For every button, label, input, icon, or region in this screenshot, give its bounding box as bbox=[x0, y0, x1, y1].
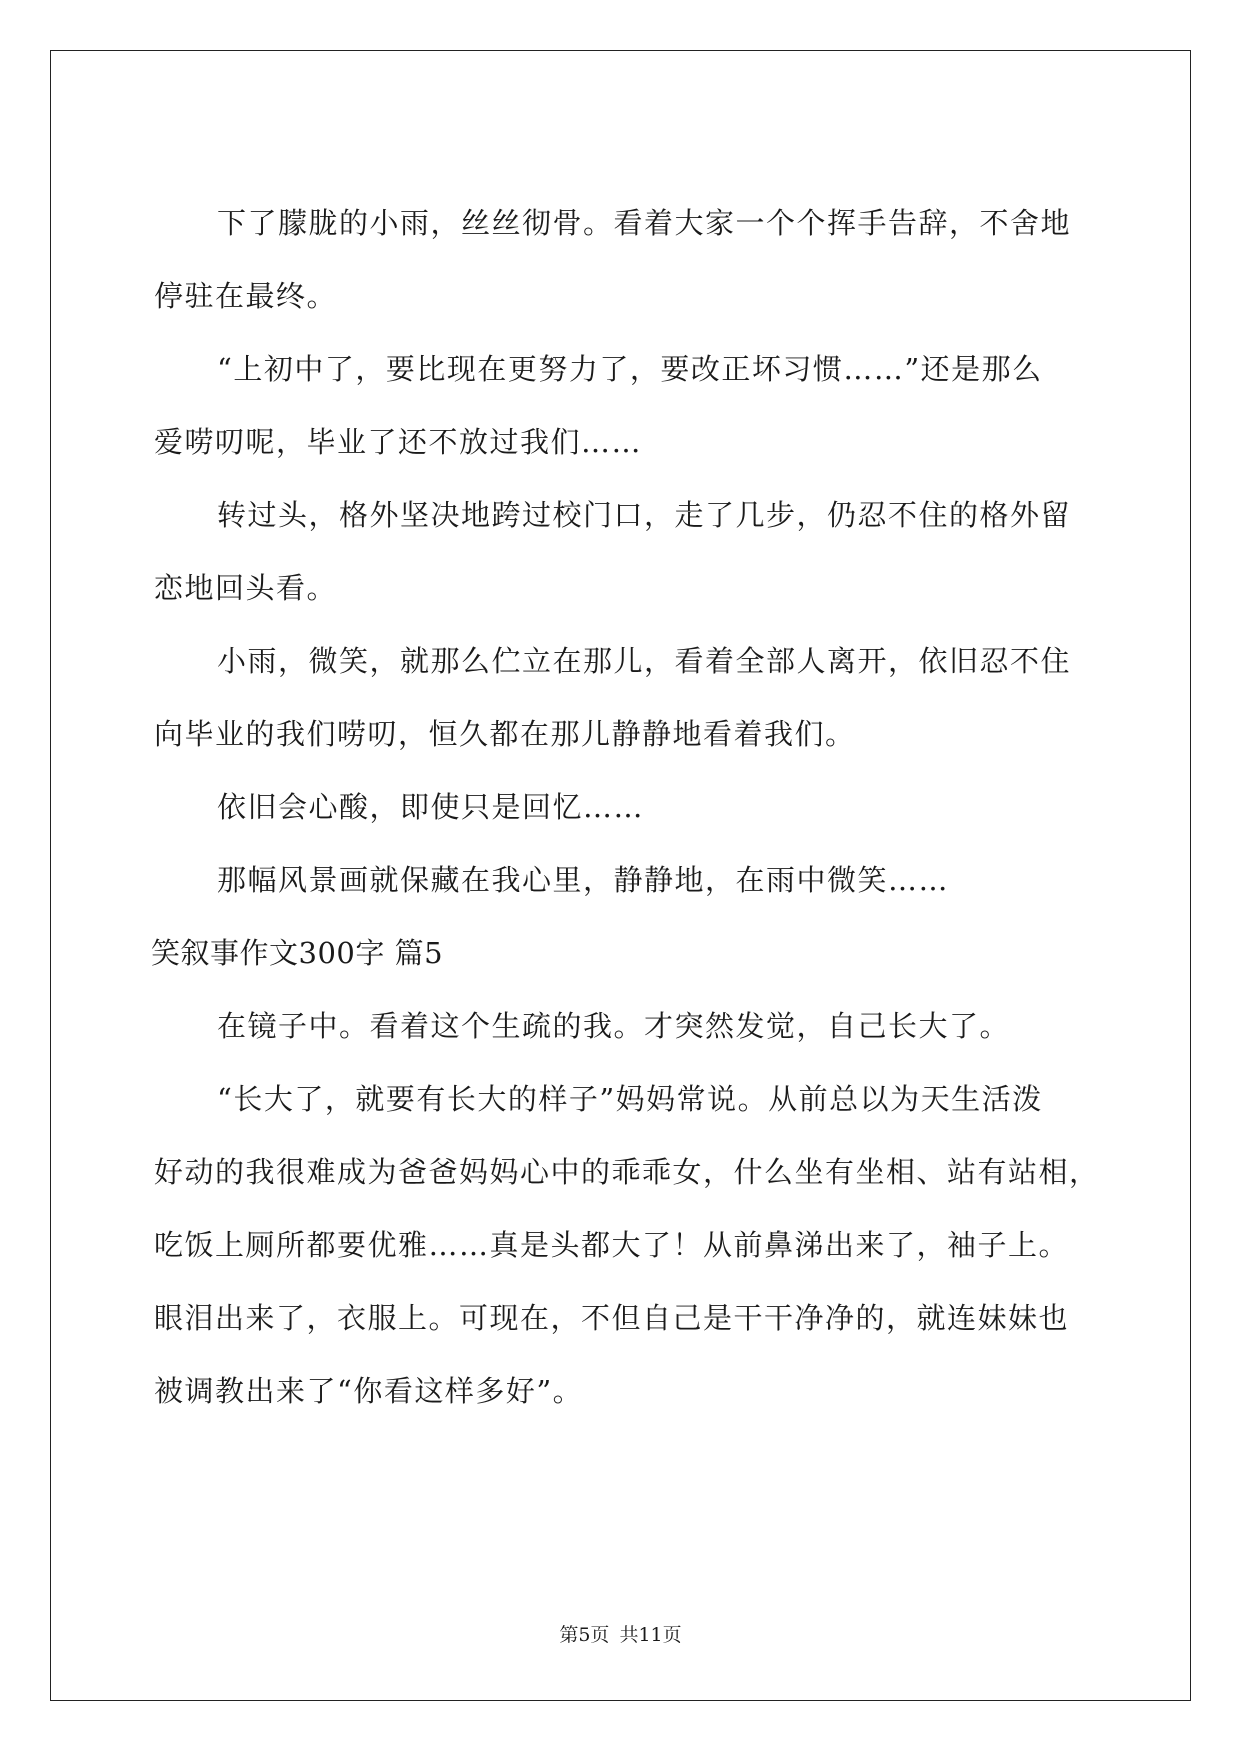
paragraph-line: “上初中了，要比现在更努力了，要改正坏习惯……”还是那么 bbox=[217, 352, 1043, 386]
paragraph-line: 眼泪出来了，衣服上。可现在，不但自己是干干净净的，就连妹妹也 bbox=[154, 1301, 1070, 1335]
document-body bbox=[51, 51, 1190, 1700]
paragraph-line: 爱唠叨呢，毕业了还不放过我们…… bbox=[154, 425, 643, 459]
paragraph-line: “长大了，就要有长大的样子”妈妈常说。从前总以为天生活泼 bbox=[217, 1082, 1043, 1116]
paragraph-line: 那幅风景画就保藏在我心里，静静地，在雨中微笑…… bbox=[217, 863, 950, 897]
paragraph-line: 吃饭上厕所都要优雅……真是头都大了！从前鼻涕出来了，袖子上。 bbox=[154, 1228, 1070, 1262]
paragraph-line: 依旧会心酸，即使只是回忆…… bbox=[217, 790, 645, 824]
page-footer bbox=[51, 1623, 1190, 1647]
paragraph-line: 下了朦胧的小雨，丝丝彻骨。看着大家一个个挥手告辞，不舍地 bbox=[217, 206, 1072, 240]
page-number: 第5页 bbox=[559, 1624, 610, 1646]
paragraph-line: 在镜子中。看着这个生疏的我。才突然发觉，自己长大了。 bbox=[217, 1009, 1011, 1043]
page-frame bbox=[50, 50, 1191, 1701]
paragraph-line: 好动的我很难成为爸爸妈妈心中的乖乖女，什么坐有坐相、站有站相， bbox=[154, 1155, 1100, 1189]
page-total: 共11页 bbox=[619, 1624, 682, 1646]
paragraph-line: 向毕业的我们唠叨，恒久都在那儿静静地看着我们。 bbox=[154, 717, 856, 751]
section-heading: 笑叙事作文300字 篇5 bbox=[151, 936, 444, 970]
paragraph-line: 转过头，格外坚决地跨过校门口，走了几步，仍忍不住的格外留 bbox=[217, 498, 1072, 532]
paragraph-line: 被调教出来了“你看这样多好”。 bbox=[154, 1374, 584, 1408]
paragraph-line: 小雨，微笑，就那么伫立在那儿，看着全部人离开，依旧忍不住 bbox=[217, 644, 1072, 678]
paragraph-line: 恋地回头看。 bbox=[154, 571, 338, 605]
paragraph-line: 停驻在最终。 bbox=[154, 279, 338, 313]
